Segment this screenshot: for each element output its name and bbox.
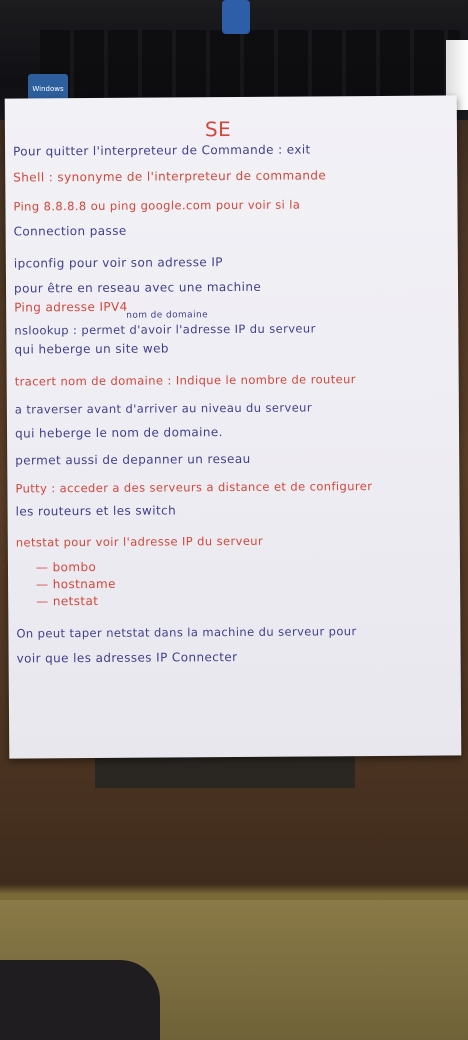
note-line: a traverser avant d'arriver au niveau du serveur: [14, 400, 313, 417]
note-line: Ping 8.8.8.8 ou ping google.com pour voir si la: [13, 197, 301, 214]
handwritten-note: [5, 95, 462, 758]
note-line: qui heberge le nom de domaine.: [14, 425, 223, 441]
note-list-item: — hostname: [36, 576, 116, 592]
note-line: tracert nom de domaine : Indique le nombre de routeur: [14, 372, 356, 389]
note-line: On peut taper netstat dans la machine du serveur pour: [16, 624, 357, 641]
note-line: nom de domaine: [126, 310, 209, 321]
windows-sticker: Windows: [28, 74, 68, 104]
note-line: voir que les adresses IP Connecter: [16, 649, 238, 666]
note-line: Connection passe: [13, 223, 127, 239]
note-line: nslookup : permet d'avoir l'adresse IP du serveur: [14, 321, 316, 338]
note-line: qui heberge un site web: [14, 341, 169, 357]
foot-shadow: [0, 960, 160, 1040]
note-line: netstat pour voir l'adresse IP du serveur: [15, 533, 264, 550]
note-line: pour être en reseau avec une machine: [13, 279, 262, 296]
note-line: Ping adresse IPV4: [14, 299, 128, 315]
note-line: Pour quitter l'interpreteur de Commande : exit: [13, 142, 311, 159]
note-list-item: — netstat: [36, 593, 99, 609]
note-title: SE: [204, 117, 232, 142]
note-line: Putty : acceder a des serveurs a distance et de configurer: [15, 479, 373, 496]
note-line: les routeurs et les switch: [15, 503, 177, 519]
note-list-item: — bombo: [35, 559, 97, 575]
note-line: ipconfig pour voir son adresse IP: [13, 255, 223, 271]
note-line: permet aussi de depanner un reseau: [15, 451, 251, 468]
keyboard-keys: [40, 30, 460, 100]
note-line: Shell : synonyme de l'interpreteur de commande: [13, 168, 327, 185]
blue-cable: [222, 0, 250, 34]
